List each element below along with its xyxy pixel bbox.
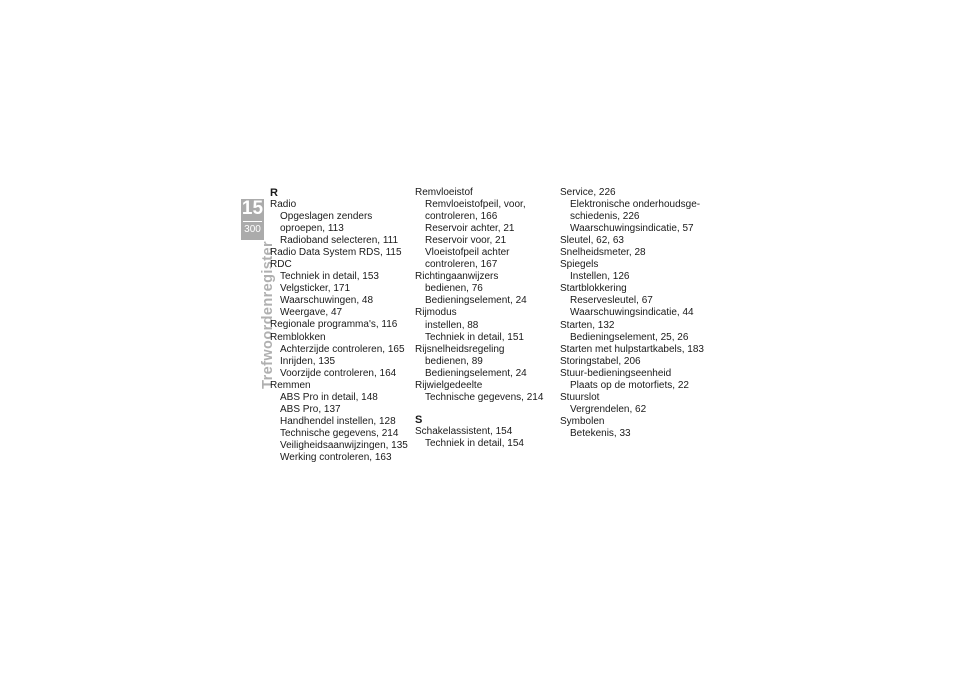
side-section-label: Trefwoordenregister (260, 241, 276, 389)
index-subentry: ABS Pro, 137 (280, 403, 341, 415)
index-subentry: Bedieningselement, 25, 26 (570, 331, 689, 343)
index-subentry: bedienen, 89 (425, 355, 483, 367)
index-subentry: ABS Pro in detail, 148 (280, 391, 378, 403)
index-entry: Rijsnelheidsregeling (415, 343, 505, 355)
index-subentry: Instellen, 126 (570, 271, 630, 283)
index-entry: Spiegels (560, 259, 599, 271)
index-subentry: Techniek in detail, 153 (280, 271, 379, 283)
index-entry: Rijwielgedeelte (415, 379, 483, 391)
index-entry: Richtingaanwijzers (415, 271, 499, 283)
index-gap (415, 404, 543, 414)
index-subentry: Waarschuwingsindicatie, 44 (570, 307, 694, 319)
index-subentry: Waarschuwingen, 48 (280, 295, 374, 307)
tab-divider (243, 221, 262, 222)
index-subentry: oproepen, 113 (280, 223, 344, 235)
index-entry: Schakelassistent, 154 (415, 425, 513, 437)
index-subentry: Opgeslagen zenders (280, 211, 373, 223)
index-entry: Stuur-bedieningseenheid (560, 367, 672, 379)
index-subentry: Veiligheidsaanwijzingen, 135 (280, 439, 408, 451)
index-subentry: Vergrendelen, 62 (570, 403, 647, 415)
page-number: 300 (244, 224, 261, 235)
index-subentry: Betekenis, 33 (570, 427, 631, 439)
index-entry: Radio (270, 199, 297, 210)
index-subentry: Inrijden, 135 (280, 355, 336, 367)
index-entry: Remblokken (270, 331, 326, 343)
index-entry: Symbolen (560, 415, 605, 427)
index-subentry: Velgsticker, 171 (280, 283, 351, 295)
index-letter-heading: R (270, 187, 278, 199)
index-subentry: instellen, 88 (425, 319, 479, 331)
index-subentry: Voorzijde controleren, 164 (280, 367, 397, 379)
index-subentry: Technische gegevens, 214 (425, 391, 544, 403)
index-subentry: Remvloeistofpeil, voor, (425, 199, 526, 211)
index-subentry: Achterzijde controleren, 165 (280, 343, 405, 355)
chapter-tab (241, 199, 264, 240)
index-entry: Sleutel, 62, 63 (560, 235, 624, 247)
index-subentry: Bedieningselement, 24 (425, 295, 527, 307)
index-entry: Remmen (270, 379, 311, 391)
index-entry: Stuurslot (560, 391, 600, 403)
index-entry: Snelheidsmeter, 28 (560, 247, 646, 259)
index-column-3 (560, 187, 704, 440)
index-subentry: Bedieningselement, 24 (425, 367, 527, 379)
index-subentry: controleren, 167 (425, 259, 498, 271)
index-subentry: Werking controleren, 163 (280, 451, 392, 463)
index-subentry: Handhendel instellen, 128 (280, 415, 396, 427)
index-column-2 (415, 187, 543, 450)
index-entry: Regionale programma's, 116 (270, 319, 398, 331)
index-entry: Starten met hulpstartkabels, 183 (560, 343, 704, 355)
index-subentry: Reservoir voor, 21 (425, 235, 507, 247)
index-subentry: Radioband selecteren, 111 (280, 235, 399, 247)
index-subentry: Vloeistofpeil achter (425, 247, 510, 259)
index-subentry: Technische gegevens, 214 (280, 427, 399, 439)
index-subentry: bedienen, 76 (425, 283, 483, 295)
index-entry: Remvloeistof (415, 187, 473, 198)
index-entry: Startblokkering (560, 283, 627, 295)
index-entry: Starten, 132 (560, 319, 615, 331)
index-subentry: Reservoir achter, 21 (425, 223, 515, 235)
index-subentry: Weergave, 47 (280, 307, 343, 319)
chapter-number: 15 (241, 198, 264, 219)
index-entry: Storingstabel, 206 (560, 355, 641, 367)
index-letter-heading: S (415, 413, 423, 426)
index-column-1 (270, 187, 408, 464)
index-subentry: Techniek in detail, 154 (425, 437, 524, 449)
index-entry: Service, 226 (560, 187, 616, 198)
index-subentry: Waarschuwingsindicatie, 57 (570, 223, 694, 235)
index-entry: RDC (270, 259, 292, 271)
index-entry: Radio Data System RDS, 115 (270, 247, 402, 259)
index-subentry: Plaats op de motorfiets, 22 (570, 379, 689, 391)
index-subentry: Techniek in detail, 151 (425, 331, 524, 343)
index-subentry: Reservesleutel, 67 (570, 295, 653, 307)
index-subentry: schiedenis, 226 (570, 211, 640, 223)
index-subentry: Elektronische onderhoudsge- (570, 199, 701, 211)
index-entry: Rijmodus (415, 307, 457, 319)
index-subentry: controleren, 166 (425, 211, 498, 223)
